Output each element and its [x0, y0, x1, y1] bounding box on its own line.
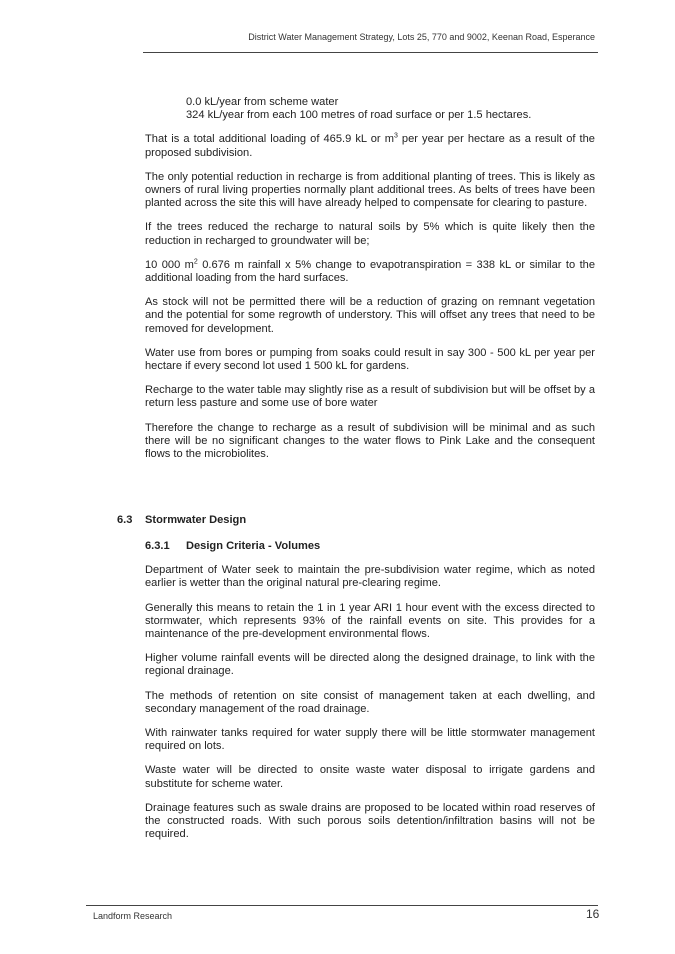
paragraph-calculation [145, 259, 595, 285]
superscript: 2 [193, 258, 198, 266]
paragraph: Department of Water seek to maintain the pre-subdivision water regime, which as noted earlier is wetter than the original natural pre-clearing regime. [145, 564, 595, 590]
subsection-number: 6.3.1 [145, 540, 170, 552]
header-divider [143, 52, 598, 53]
paragraph: Therefore the change to recharge as a result of subdivision will be minimal and as such there will be no significant changes to the water flows to Pink Lake and the consequent flows to the microbiolites. [145, 421, 595, 461]
subsection-title: Design Criteria - Volumes [186, 540, 321, 552]
paragraph: Generally this means to retain the 1 in 1 year ARI 1 hour event with the excess directed to stormwater, which represents 93% of the rainfall events on site. This provides for a maintenance of the pre-development environmental flows. [145, 601, 595, 641]
paragraph: Drainage features such as swale drains are proposed to be located within road reserves of the constructed roads. With such porous soils detention/infiltration basins will not be required. [145, 801, 595, 841]
paragraph: Higher volume rainfall events will be directed along the designed drainage, to link with the regional drainage. [145, 652, 595, 678]
text: 0.676 m rainfall x 5% change to evapotranspiration = 338 kL or similar to the additional loading from the hard surfaces. [145, 258, 595, 285]
page-number: 16 [586, 907, 600, 921]
text: 10 000 m [145, 258, 194, 271]
section-body [145, 540, 595, 841]
paragraph: Waste water will be directed to onsite waste water disposal to irrigate gardens and substitute for scheme water. [145, 764, 595, 790]
section-heading [117, 514, 597, 527]
list-line: 324 kL/year from each 100 metres of road surface or per 1.5 hectares. [186, 109, 532, 122]
superscript: 3 [393, 132, 398, 140]
paragraph: Water use from bores or pumping from soaks could result in say 300 - 500 kL per year per hectare if every second lot used 1 500 kL for gardens. [145, 346, 595, 373]
paragraph: Recharge to the water table may slightly rise as a result of subdivision but will be offset by a return less pasture and some use of bore water [145, 384, 595, 410]
paragraph-total-loading [145, 133, 595, 159]
text: That is a total additional loading of 465.9 kL or m [145, 133, 394, 146]
body-text [145, 96, 595, 461]
paragraph: With rainwater tanks required for water supply there will be little stormwater management required on lots. [145, 727, 595, 753]
list-line: 0.0 kL/year from scheme water [186, 96, 339, 108]
section-number: 6.3 [117, 514, 133, 526]
footer-divider [86, 905, 598, 906]
footer-company: Landform Research [93, 911, 173, 921]
text: per year per hectare as a result of the proposed subdivision. [145, 133, 595, 159]
paragraph: The only potential reduction in recharge is from additional planting of trees. This is likely as owners of rural living properties normally plant additional trees. As belts of trees have been planted across the site this will have already helped to compensate for clearing to pasture. [145, 170, 595, 210]
paragraph: The methods of retention on site consist of management taken at each dwelling, and secondary management of the road drainage. [145, 689, 595, 715]
paragraph: If the trees reduced the recharge to natural soils by 5% which is quite likely then the reduction in recharged to groundwater will be; [145, 221, 595, 247]
paragraph: As stock will not be permitted there will be a reduction of grazing on remnant vegetation and the potential for some regrowth of understory. This will offset any trees that need to be removed for development. [145, 296, 595, 335]
subsection-heading [145, 540, 595, 553]
running-header: District Water Management Strategy, Lots 25, 770 and 9002, Keenan Road, Esperance [248, 32, 595, 42]
section-title: Stormwater Design [145, 514, 247, 526]
